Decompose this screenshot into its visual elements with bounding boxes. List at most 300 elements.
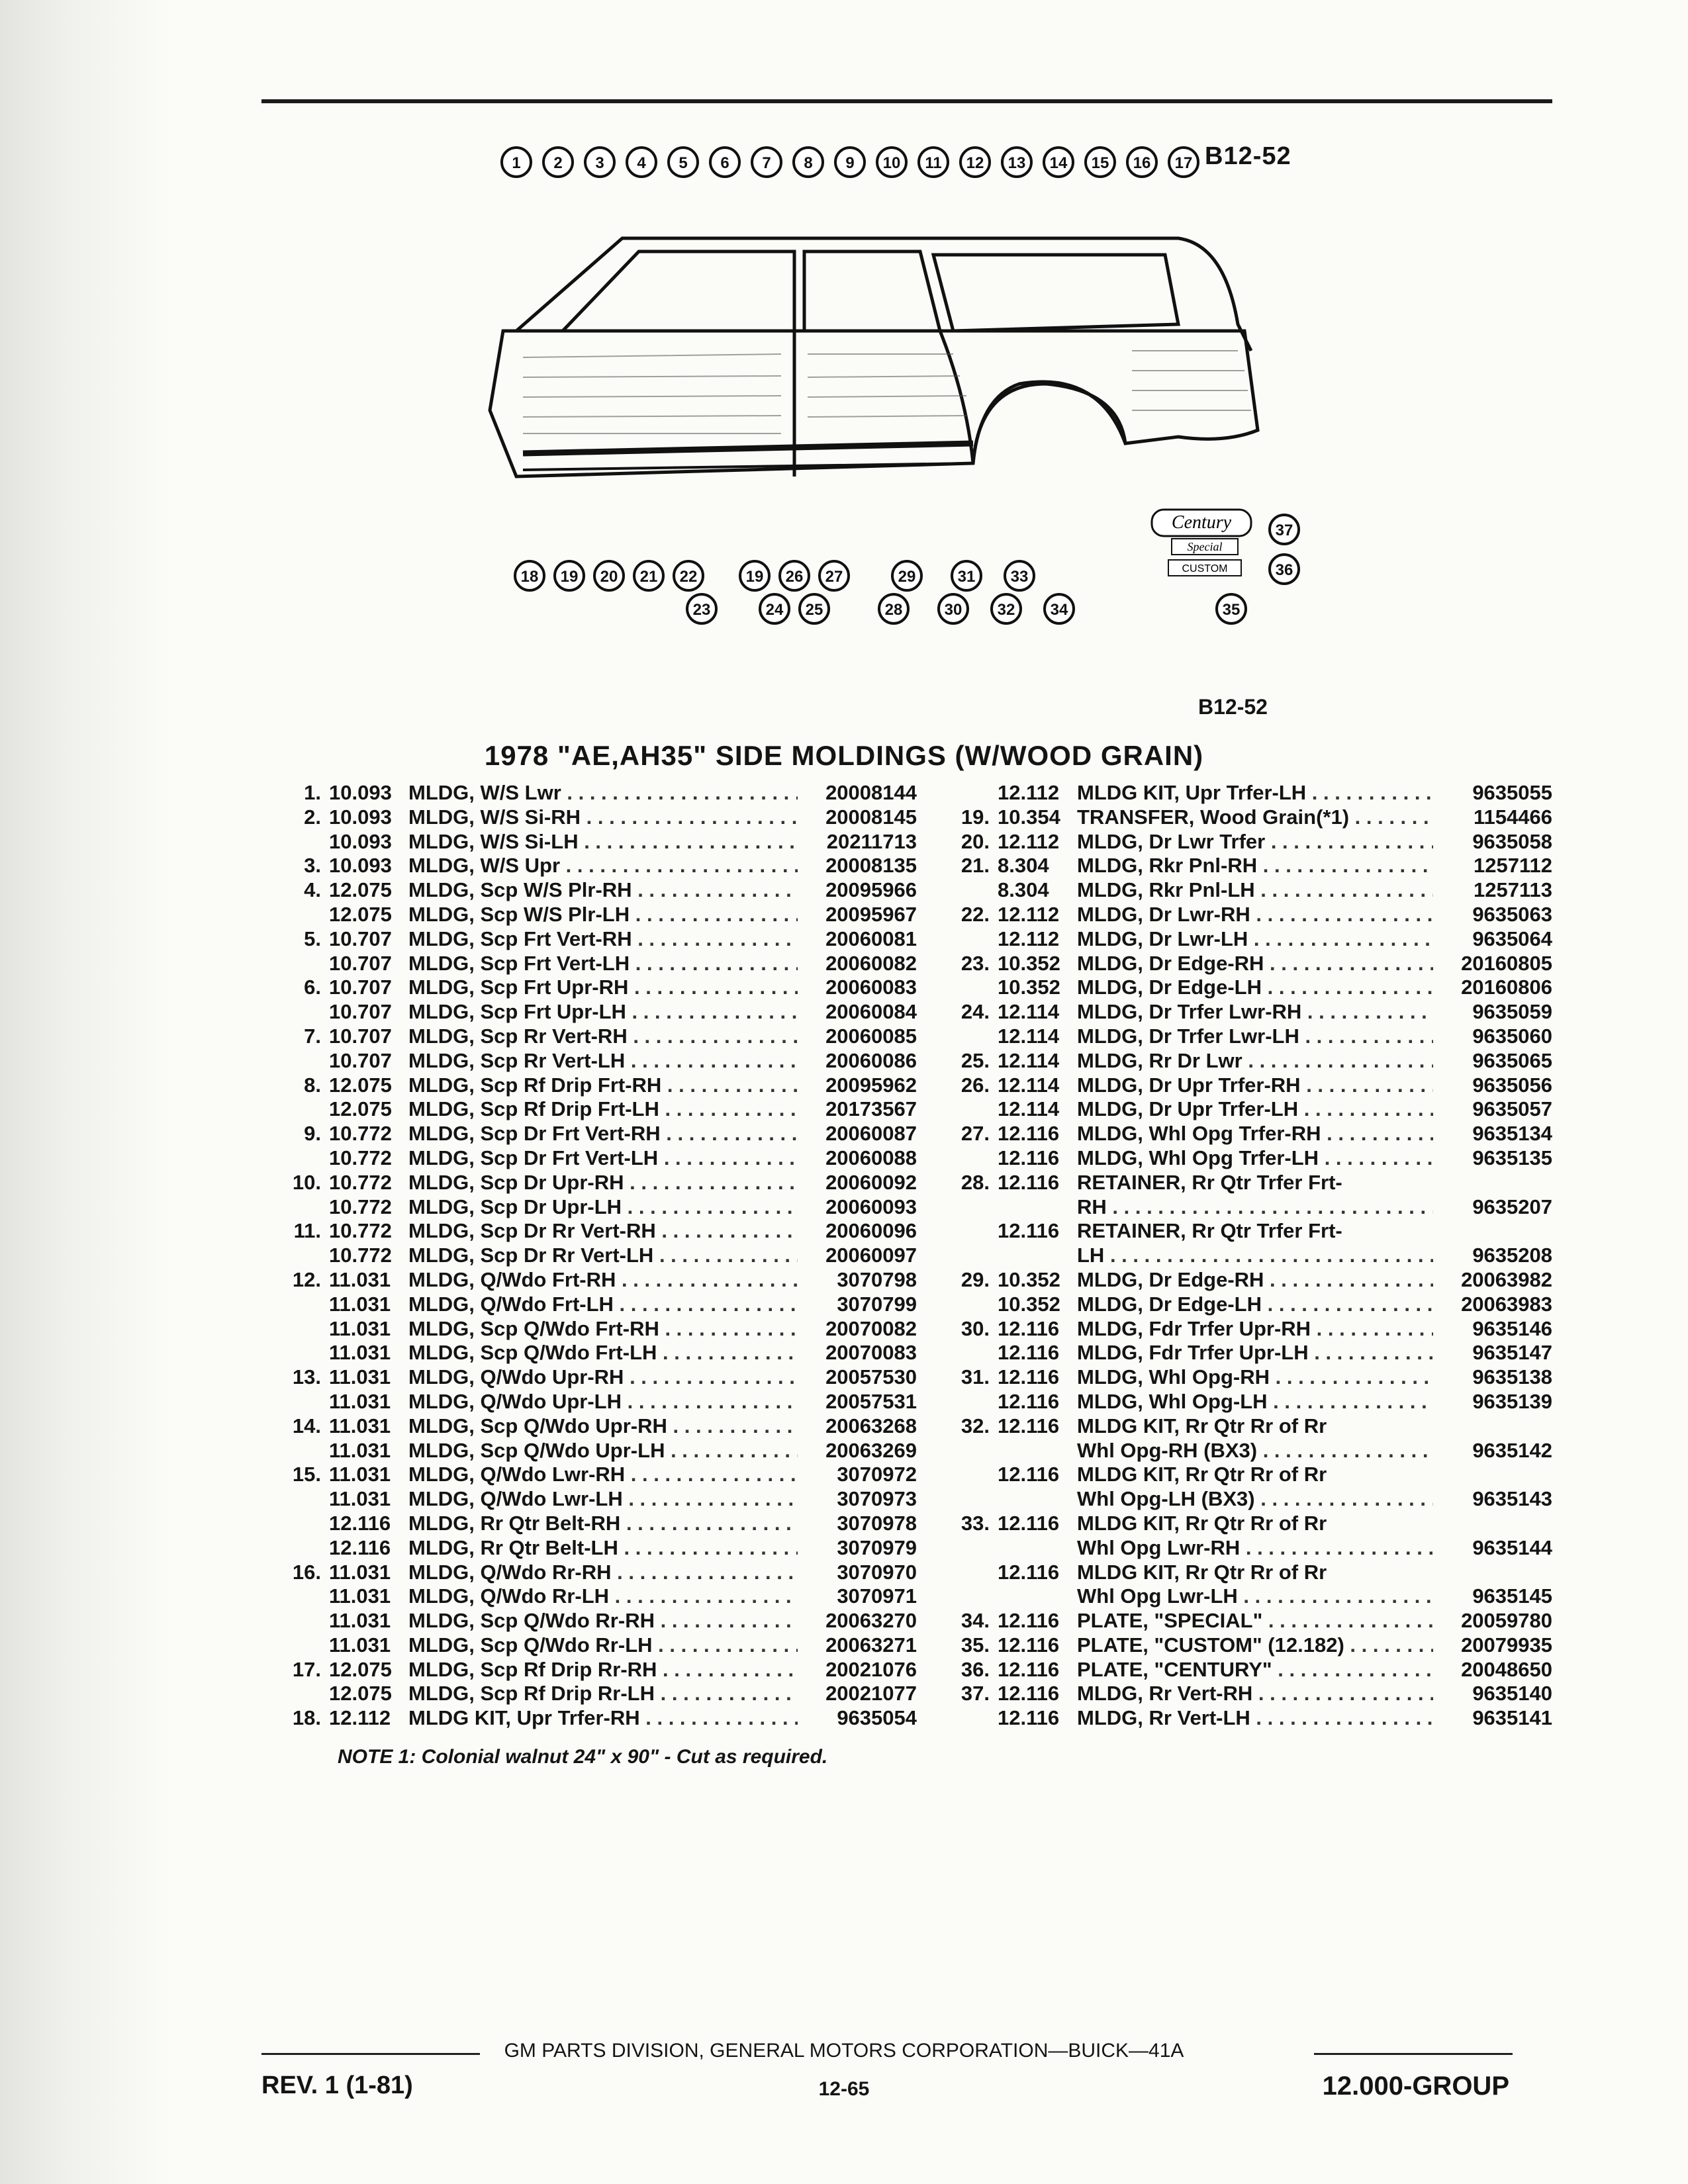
ref-number: 21. bbox=[961, 854, 990, 878]
part-number: 9635145 bbox=[1472, 1584, 1552, 1608]
parts-row bbox=[261, 1439, 917, 1463]
callout-number: 35 bbox=[1222, 601, 1241, 619]
parts-row bbox=[261, 1219, 917, 1244]
part-description: PLATE, "CENTURY" . . . bbox=[1077, 1658, 1433, 1682]
ref-number: 8. bbox=[304, 1073, 321, 1097]
callout-number: 25 bbox=[805, 601, 823, 619]
group-number: 10.352 bbox=[998, 976, 1060, 999]
callout-number: 2 bbox=[553, 154, 563, 172]
part-description: MLDG KIT, Rr Qtr Rr of Rr bbox=[1077, 1511, 1327, 1535]
parts-row bbox=[930, 1463, 1552, 1487]
part-description: RETAINER, Rr Qtr Trfer Frt- bbox=[1077, 1170, 1342, 1194]
part-number: 20070083 bbox=[825, 1341, 917, 1365]
callout-number: 6 bbox=[720, 154, 729, 172]
group-number: 10.707 bbox=[329, 951, 392, 975]
group-number: 10.352 bbox=[998, 1292, 1060, 1316]
parts-list-left bbox=[261, 781, 917, 1731]
part-number: 20060086 bbox=[825, 1048, 917, 1072]
part-number: 9635065 bbox=[1472, 1048, 1552, 1072]
part-number: 20060093 bbox=[825, 1195, 917, 1218]
parts-row bbox=[930, 1097, 1552, 1122]
group-number: 11.031 bbox=[329, 1560, 391, 1584]
part-number: 9635143 bbox=[1472, 1487, 1552, 1511]
callout-number: 4 bbox=[637, 154, 646, 172]
parts-row bbox=[930, 1390, 1552, 1414]
ref-number: 5. bbox=[304, 927, 321, 950]
group-number: 10.354 bbox=[998, 805, 1060, 829]
ref-number: 2. bbox=[304, 805, 321, 829]
group-number: 12.112 bbox=[998, 781, 1060, 804]
part-description: MLDG, Dr Trfer Lwr-LH . . . bbox=[1077, 1024, 1433, 1049]
callout-number: 21 bbox=[639, 568, 658, 586]
group-number: 12.075 bbox=[329, 1073, 392, 1097]
part-number: 20060082 bbox=[825, 951, 917, 975]
part-number: 9635134 bbox=[1472, 1122, 1552, 1146]
part-description: MLDG KIT, Upr Trfer-RH . . . bbox=[408, 1706, 798, 1731]
ref-number bbox=[261, 1049, 329, 1073]
footnote: NOTE 1: Colonial walnut 24" x 90" - Cut as required. bbox=[338, 1746, 828, 1768]
part-description: TRANSFER, Wood Grain(*1) . . . bbox=[1077, 805, 1433, 830]
part-number: 9635054 bbox=[837, 1706, 917, 1730]
ref-number bbox=[261, 1536, 329, 1561]
part-number: 20021076 bbox=[825, 1657, 917, 1681]
ref-number bbox=[930, 1487, 998, 1512]
ref-number bbox=[261, 1439, 329, 1463]
ref-number: 14. bbox=[292, 1414, 321, 1437]
group-number: 12.112 bbox=[998, 902, 1060, 926]
group-number: 12.116 bbox=[329, 1535, 391, 1559]
group-number bbox=[998, 1536, 1077, 1561]
callout-number: 29 bbox=[898, 568, 916, 586]
parts-row bbox=[261, 1146, 917, 1171]
part-number: 9635140 bbox=[1472, 1682, 1552, 1706]
part-number: 20063268 bbox=[825, 1414, 917, 1437]
parts-row bbox=[261, 1561, 917, 1585]
part-number: 20059780 bbox=[1461, 1609, 1552, 1633]
group-number: 10.707 bbox=[329, 1024, 392, 1048]
ref-number: 32. bbox=[961, 1414, 990, 1437]
group-number: 11.031 bbox=[329, 1487, 391, 1511]
ref-number: 34. bbox=[961, 1609, 990, 1633]
part-number bbox=[1433, 1171, 1552, 1195]
ref-number bbox=[261, 1195, 329, 1220]
part-description: MLDG, Scp Q/Wdo Upr-RH . . . bbox=[408, 1414, 798, 1439]
callout-number: 20 bbox=[600, 568, 618, 586]
group-number: 10.772 bbox=[329, 1146, 392, 1169]
part-description: MLDG, Scp Dr Upr-RH . . . bbox=[408, 1171, 798, 1195]
part-description: MLDG, Scp Frt Vert-LH . . . bbox=[408, 952, 798, 976]
part-number: 9635063 bbox=[1472, 902, 1552, 926]
part-description: MLDG, Scp Frt Vert-RH . . . bbox=[408, 927, 798, 952]
parts-row bbox=[930, 1073, 1552, 1098]
part-description: MLDG, Q/Wdo Lwr-RH . . . bbox=[408, 1463, 798, 1487]
part-number: 9635056 bbox=[1472, 1073, 1552, 1097]
group-number: 10.093 bbox=[329, 829, 392, 853]
ref-number: 6. bbox=[304, 976, 321, 999]
parts-row bbox=[261, 1512, 917, 1536]
part-number: 9635064 bbox=[1472, 927, 1552, 950]
part-description: MLDG, Rkr Pnl-LH . . . bbox=[1077, 878, 1433, 903]
ref-number bbox=[261, 1097, 329, 1122]
parts-row bbox=[930, 1293, 1552, 1317]
ref-number bbox=[930, 1439, 998, 1463]
group-number: 12.116 bbox=[998, 1682, 1060, 1706]
parts-row bbox=[261, 878, 917, 903]
part-description: LH . . . bbox=[1077, 1244, 1433, 1268]
part-number: 9635058 bbox=[1472, 829, 1552, 853]
top-rule bbox=[261, 99, 1552, 103]
ref-number: 29. bbox=[961, 1267, 990, 1291]
group-number: 12.116 bbox=[998, 1170, 1060, 1194]
parts-row bbox=[261, 1584, 917, 1609]
part-number: 20063269 bbox=[825, 1438, 917, 1462]
group-number: 12.116 bbox=[998, 1365, 1060, 1389]
ref-number bbox=[261, 1293, 329, 1317]
parts-row bbox=[930, 1561, 1552, 1585]
part-number: 9635208 bbox=[1472, 1244, 1552, 1267]
station-wagon-illustration bbox=[463, 132, 1324, 635]
parts-row bbox=[261, 805, 917, 830]
part-description: MLDG, Scp Q/Wdo Rr-RH . . . bbox=[408, 1609, 798, 1633]
part-description: MLDG, Scp Rr Vert-RH . . . bbox=[408, 1024, 798, 1049]
part-description: MLDG, Scp Dr Upr-LH . . . bbox=[408, 1195, 798, 1220]
part-number: 20060083 bbox=[825, 976, 917, 999]
group-number: 12.116 bbox=[998, 1609, 1060, 1633]
ref-number: 33. bbox=[961, 1511, 990, 1535]
ref-number: 3. bbox=[304, 854, 321, 878]
part-number: 20060092 bbox=[825, 1170, 917, 1194]
part-description: MLDG, Fdr Trfer Upr-RH . . . bbox=[1077, 1317, 1433, 1342]
part-number: 9635057 bbox=[1472, 1097, 1552, 1121]
part-description: MLDG, Scp Dr Frt Vert-LH . . . bbox=[408, 1146, 798, 1171]
parts-row bbox=[930, 1146, 1552, 1171]
ref-number: 35. bbox=[961, 1633, 990, 1657]
page-title: 1978 "AE,AH35" SIDE MOLDINGS (W/WOOD GRAIN) bbox=[484, 740, 1204, 771]
part-number bbox=[1433, 1561, 1552, 1585]
callout-number: 5 bbox=[679, 154, 688, 172]
part-description: MLDG, Dr Lwr-LH . . . bbox=[1077, 927, 1433, 952]
group-number: 12.114 bbox=[998, 1097, 1060, 1121]
custom-emblem-text: CUSTOM bbox=[1182, 563, 1228, 574]
parts-row bbox=[261, 976, 917, 1000]
part-description: MLDG, Scp Rf Drip Rr-RH . . . bbox=[408, 1658, 798, 1682]
part-number: 3070971 bbox=[837, 1584, 917, 1608]
callout-number: 33 bbox=[1010, 568, 1029, 586]
parts-row bbox=[261, 1097, 917, 1122]
page-number: 12-65 bbox=[818, 2078, 870, 2100]
part-description: MLDG, Dr Upr Trfer-LH . . . bbox=[1077, 1097, 1433, 1122]
ref-number bbox=[930, 1244, 998, 1268]
part-number: 20160806 bbox=[1461, 976, 1552, 999]
callout-number: 24 bbox=[765, 601, 784, 619]
group-number: 12.116 bbox=[998, 1219, 1060, 1243]
ref-number bbox=[930, 1024, 998, 1049]
group-number: 10.093 bbox=[329, 805, 392, 829]
group-number: 12.116 bbox=[998, 1316, 1060, 1340]
ref-number: 27. bbox=[961, 1122, 990, 1146]
group-number: 12.116 bbox=[998, 1560, 1060, 1584]
parts-row bbox=[261, 1049, 917, 1073]
parts-row bbox=[930, 1268, 1552, 1293]
diagram-code-top: B12-52 bbox=[1205, 142, 1291, 170]
group-number: 11.031 bbox=[329, 1463, 391, 1486]
group-number: 11.031 bbox=[329, 1267, 391, 1291]
diagram-code-below: B12-52 bbox=[1198, 695, 1268, 719]
group-number: 12.114 bbox=[998, 1000, 1060, 1024]
ref-number: 31. bbox=[961, 1365, 990, 1389]
part-description: MLDG, Scp Q/Wdo Upr-LH . . . bbox=[408, 1439, 798, 1463]
part-number: 20095967 bbox=[825, 902, 917, 926]
parts-row bbox=[261, 1487, 917, 1512]
callout-number: 30 bbox=[944, 601, 962, 619]
footer-publisher: GM PARTS DIVISION, GENERAL MOTORS CORPORATION—BUICK—41A bbox=[504, 2040, 1184, 2062]
group-number: 12.075 bbox=[329, 1097, 392, 1121]
part-description: MLDG, Whl Opg-RH . . . bbox=[1077, 1365, 1433, 1390]
parts-row bbox=[261, 1293, 917, 1317]
group-number: 10.352 bbox=[998, 951, 1060, 975]
parts-row bbox=[930, 1341, 1552, 1365]
ref-number bbox=[930, 976, 998, 1000]
part-number: 1257112 bbox=[1474, 854, 1552, 878]
part-description: MLDG, Scp Q/Wdo Frt-LH . . . bbox=[408, 1341, 798, 1365]
group-number: 11.031 bbox=[329, 1316, 391, 1340]
part-number: 1257113 bbox=[1474, 878, 1552, 902]
part-number bbox=[1433, 1512, 1552, 1536]
group-number: 11.031 bbox=[329, 1609, 391, 1633]
part-number: 20060096 bbox=[825, 1219, 917, 1243]
ref-number bbox=[261, 830, 329, 854]
group-number bbox=[998, 1439, 1077, 1463]
group-number bbox=[998, 1584, 1077, 1609]
parts-row bbox=[261, 1244, 917, 1268]
ref-number bbox=[930, 1097, 998, 1122]
parts-row bbox=[930, 1682, 1552, 1706]
ref-number: 23. bbox=[961, 951, 990, 975]
special-emblem-text: Special bbox=[1187, 540, 1223, 553]
scan-edge-shading bbox=[0, 0, 172, 2184]
ref-number bbox=[261, 1584, 329, 1609]
part-description: MLDG KIT, Rr Qtr Rr of Rr bbox=[1077, 1560, 1327, 1584]
part-description: MLDG KIT, Rr Qtr Rr of Rr bbox=[1077, 1463, 1327, 1486]
parts-row bbox=[261, 952, 917, 976]
part-number bbox=[1433, 1414, 1552, 1439]
parts-row bbox=[261, 1414, 917, 1439]
group-number: 10.772 bbox=[329, 1170, 392, 1194]
parts-row bbox=[261, 927, 917, 952]
group-number: 12.112 bbox=[998, 829, 1060, 853]
revision-label: REV. 1 (1-81) bbox=[261, 2071, 413, 2099]
callout-number: 9 bbox=[845, 154, 855, 172]
parts-row bbox=[261, 1122, 917, 1146]
group-number: 12.116 bbox=[998, 1463, 1060, 1486]
group-number: 12.114 bbox=[998, 1073, 1060, 1097]
part-description: MLDG, Q/Wdo Frt-RH . . . bbox=[408, 1268, 798, 1293]
group-number: 11.031 bbox=[329, 1292, 391, 1316]
group-number: 12.075 bbox=[329, 1657, 392, 1681]
parts-row bbox=[261, 1073, 917, 1098]
part-number: 9635139 bbox=[1472, 1389, 1552, 1413]
ref-number bbox=[261, 1341, 329, 1365]
part-description: MLDG, W/S Lwr . . . bbox=[408, 781, 798, 805]
ref-number: 11. bbox=[293, 1219, 321, 1243]
parts-row bbox=[930, 927, 1552, 952]
ref-number: 10. bbox=[292, 1170, 321, 1194]
part-description: MLDG, Q/Wdo Lwr-LH . . . bbox=[408, 1487, 798, 1512]
part-number: 20008145 bbox=[825, 805, 917, 829]
parts-row bbox=[930, 1244, 1552, 1268]
group-number: 11.031 bbox=[329, 1438, 391, 1462]
part-number: 20079935 bbox=[1461, 1633, 1552, 1657]
part-number: 9635147 bbox=[1472, 1341, 1552, 1365]
parts-row bbox=[930, 878, 1552, 903]
ref-number bbox=[930, 1341, 998, 1365]
part-description: MLDG, Dr Edge-RH . . . bbox=[1077, 952, 1433, 976]
ref-number: 19. bbox=[961, 805, 990, 829]
ref-number: 37. bbox=[961, 1682, 990, 1706]
group-number: 12.116 bbox=[998, 1414, 1060, 1437]
part-description: MLDG, Dr Edge-RH . . . bbox=[1077, 1268, 1433, 1293]
group-number: 12.116 bbox=[998, 1633, 1060, 1657]
part-description: MLDG, Scp Frt Upr-RH . . . bbox=[408, 976, 798, 1000]
group-number: 8.304 bbox=[998, 854, 1049, 878]
part-number: 20060097 bbox=[825, 1244, 917, 1267]
part-description: MLDG, Q/Wdo Rr-RH . . . bbox=[408, 1561, 798, 1585]
ref-number bbox=[261, 1487, 329, 1512]
ref-number bbox=[261, 1390, 329, 1414]
callout-number: 7 bbox=[762, 154, 771, 172]
part-number: 20060087 bbox=[825, 1122, 917, 1146]
callout-number: 11 bbox=[925, 154, 942, 172]
ref-number bbox=[930, 927, 998, 952]
group-number: 10.707 bbox=[329, 1048, 392, 1072]
part-description: MLDG, Rr Vert-LH . . . bbox=[1077, 1706, 1433, 1731]
callout-number: 16 bbox=[1133, 154, 1151, 172]
part-description: MLDG, Scp Q/Wdo Frt-RH . . . bbox=[408, 1317, 798, 1342]
parts-row bbox=[930, 1584, 1552, 1609]
group-label: 12.000-GROUP bbox=[1322, 2071, 1509, 2101]
ref-number: 17. bbox=[292, 1657, 321, 1681]
part-description: MLDG, Dr Edge-LH . . . bbox=[1077, 1293, 1433, 1317]
parts-row bbox=[930, 1706, 1552, 1731]
part-description: MLDG, Scp Rf Drip Frt-LH . . . bbox=[408, 1097, 798, 1122]
callout-number: 18 bbox=[520, 568, 539, 586]
callout-number: 15 bbox=[1091, 154, 1109, 172]
group-number: 12.116 bbox=[998, 1146, 1060, 1169]
part-number: 20057530 bbox=[825, 1365, 917, 1389]
parts-row bbox=[261, 1195, 917, 1220]
part-description: MLDG, Dr Edge-LH . . . bbox=[1077, 976, 1433, 1000]
ref-number bbox=[261, 1317, 329, 1342]
group-number: 8.304 bbox=[998, 878, 1049, 902]
part-number: 9635142 bbox=[1472, 1438, 1552, 1462]
callout-number: 17 bbox=[1174, 154, 1193, 172]
group-number: 12.116 bbox=[998, 1341, 1060, 1365]
part-description: Whl Opg-LH (BX3) . . . bbox=[1077, 1487, 1433, 1512]
part-number: 3070798 bbox=[837, 1267, 917, 1291]
part-number: 3070978 bbox=[837, 1511, 917, 1535]
part-number: 20048650 bbox=[1461, 1657, 1552, 1681]
group-number: 12.075 bbox=[329, 878, 392, 902]
ref-number: 1. bbox=[304, 781, 321, 804]
parts-row bbox=[261, 1171, 917, 1195]
parts-row bbox=[261, 1024, 917, 1049]
ref-number bbox=[930, 1536, 998, 1561]
ref-number bbox=[930, 1561, 998, 1585]
ref-number bbox=[261, 903, 329, 927]
callout-number: 36 bbox=[1275, 561, 1293, 579]
parts-row bbox=[930, 830, 1552, 854]
parts-row bbox=[930, 1195, 1552, 1220]
part-description: PLATE, "SPECIAL" . . . bbox=[1077, 1609, 1433, 1633]
part-description: MLDG, Scp Frt Upr-LH . . . bbox=[408, 1000, 798, 1024]
part-number: 1154466 bbox=[1474, 805, 1552, 829]
part-number: 20060088 bbox=[825, 1146, 917, 1169]
group-number: 10.093 bbox=[329, 781, 392, 804]
part-description: PLATE, "CUSTOM" (12.182) . . . bbox=[1077, 1633, 1433, 1658]
part-description: MLDG, W/S Upr . . . bbox=[408, 854, 798, 878]
part-number: 3070972 bbox=[837, 1463, 917, 1486]
parts-row bbox=[261, 1658, 917, 1682]
part-number: 20008144 bbox=[825, 781, 917, 804]
ref-number: 22. bbox=[961, 902, 990, 926]
parts-row bbox=[261, 1463, 917, 1487]
ref-number bbox=[261, 1512, 329, 1536]
group-number: 12.114 bbox=[998, 1048, 1060, 1072]
group-number: 12.075 bbox=[329, 902, 392, 926]
ref-number: 36. bbox=[961, 1657, 990, 1681]
parts-row bbox=[930, 1536, 1552, 1561]
parts-row bbox=[261, 903, 917, 927]
ref-number bbox=[930, 1195, 998, 1220]
parts-row bbox=[261, 1633, 917, 1658]
ref-number: 7. bbox=[304, 1024, 321, 1048]
ref-number bbox=[261, 952, 329, 976]
part-number: 20173567 bbox=[825, 1097, 917, 1121]
parts-row bbox=[930, 854, 1552, 878]
callout-number: 19 bbox=[745, 568, 764, 586]
parts-row bbox=[930, 1658, 1552, 1682]
emblem-group bbox=[1152, 510, 1251, 576]
part-number: 20070082 bbox=[825, 1316, 917, 1340]
part-number: 3070799 bbox=[837, 1292, 917, 1316]
group-number: 12.114 bbox=[998, 1024, 1060, 1048]
part-number: 20063271 bbox=[825, 1633, 917, 1657]
parts-row bbox=[261, 1609, 917, 1633]
ref-number: 16. bbox=[292, 1560, 321, 1584]
parts-row bbox=[261, 1365, 917, 1390]
part-description: MLDG, Q/Wdo Upr-RH . . . bbox=[408, 1365, 798, 1390]
part-number: 20063983 bbox=[1461, 1292, 1552, 1316]
part-description: MLDG, Scp Dr Frt Vert-RH . . . bbox=[408, 1122, 798, 1146]
parts-row bbox=[930, 952, 1552, 976]
part-description: MLDG, Whl Opg Trfer-LH . . . bbox=[1077, 1146, 1433, 1171]
part-number: 20063982 bbox=[1461, 1267, 1552, 1291]
group-number: 12.116 bbox=[998, 1511, 1060, 1535]
parts-row bbox=[930, 805, 1552, 830]
part-description: MLDG, Rkr Pnl-RH . . . bbox=[1077, 854, 1433, 878]
group-number: 12.116 bbox=[998, 1706, 1060, 1730]
part-description: RETAINER, Rr Qtr Trfer Frt- bbox=[1077, 1219, 1342, 1243]
part-number: 20057531 bbox=[825, 1389, 917, 1413]
callout-number: 34 bbox=[1050, 601, 1068, 619]
callout-number: 22 bbox=[679, 568, 698, 586]
part-number: 20021077 bbox=[825, 1682, 917, 1706]
group-number: 12.116 bbox=[998, 1657, 1060, 1681]
part-description: MLDG, Rr Dr Lwr . . . bbox=[1077, 1049, 1433, 1073]
part-number: 20008135 bbox=[825, 854, 917, 878]
parts-row bbox=[930, 1365, 1552, 1390]
part-number bbox=[1433, 1463, 1552, 1487]
